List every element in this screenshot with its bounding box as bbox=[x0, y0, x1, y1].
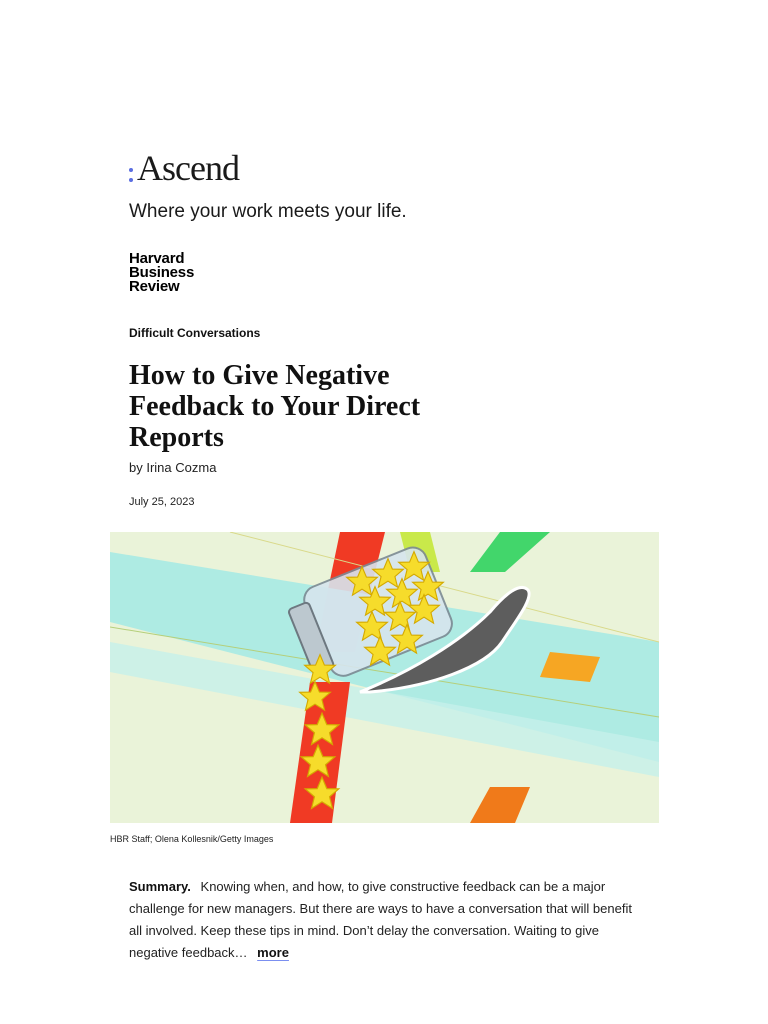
hbr-logo-line: Review bbox=[129, 278, 180, 295]
hero-image bbox=[110, 532, 659, 823]
summary-label: Summary. bbox=[129, 879, 191, 894]
image-credit: HBR Staff; Olena Kollesnik/Getty Images bbox=[110, 834, 274, 844]
article-summary bbox=[129, 876, 639, 964]
dots-icon bbox=[129, 158, 135, 186]
brand-name: Ascend bbox=[137, 148, 239, 188]
article-byline[interactable]: by Irina Cozma bbox=[129, 460, 217, 475]
jar-of-stars-illustration bbox=[110, 532, 659, 823]
more-link[interactable]: more bbox=[257, 945, 289, 960]
hbr-logo-line: Harvard bbox=[129, 250, 185, 267]
hbr-logo-line: Business bbox=[129, 264, 195, 281]
hbr-logo[interactable] bbox=[129, 252, 194, 294]
article-title: How to Give Negative Feedback to Your Direct Reports bbox=[129, 360, 421, 453]
article-topic-link[interactable]: Difficult Conversations bbox=[129, 326, 261, 340]
article-date: July 25, 2023 bbox=[129, 496, 195, 508]
summary-text: Knowing when, and how, to give constructive feedback can be a major challenge for new managers. But there are ways to have a conversation that will benefit all involved. Keep these tips in mind. Don’t delay the conversation. Waiting to give negative feedback… bbox=[129, 879, 632, 960]
ascend-logo[interactable] bbox=[129, 150, 239, 186]
brand-tagline: Where your work meets your life. bbox=[129, 201, 407, 222]
